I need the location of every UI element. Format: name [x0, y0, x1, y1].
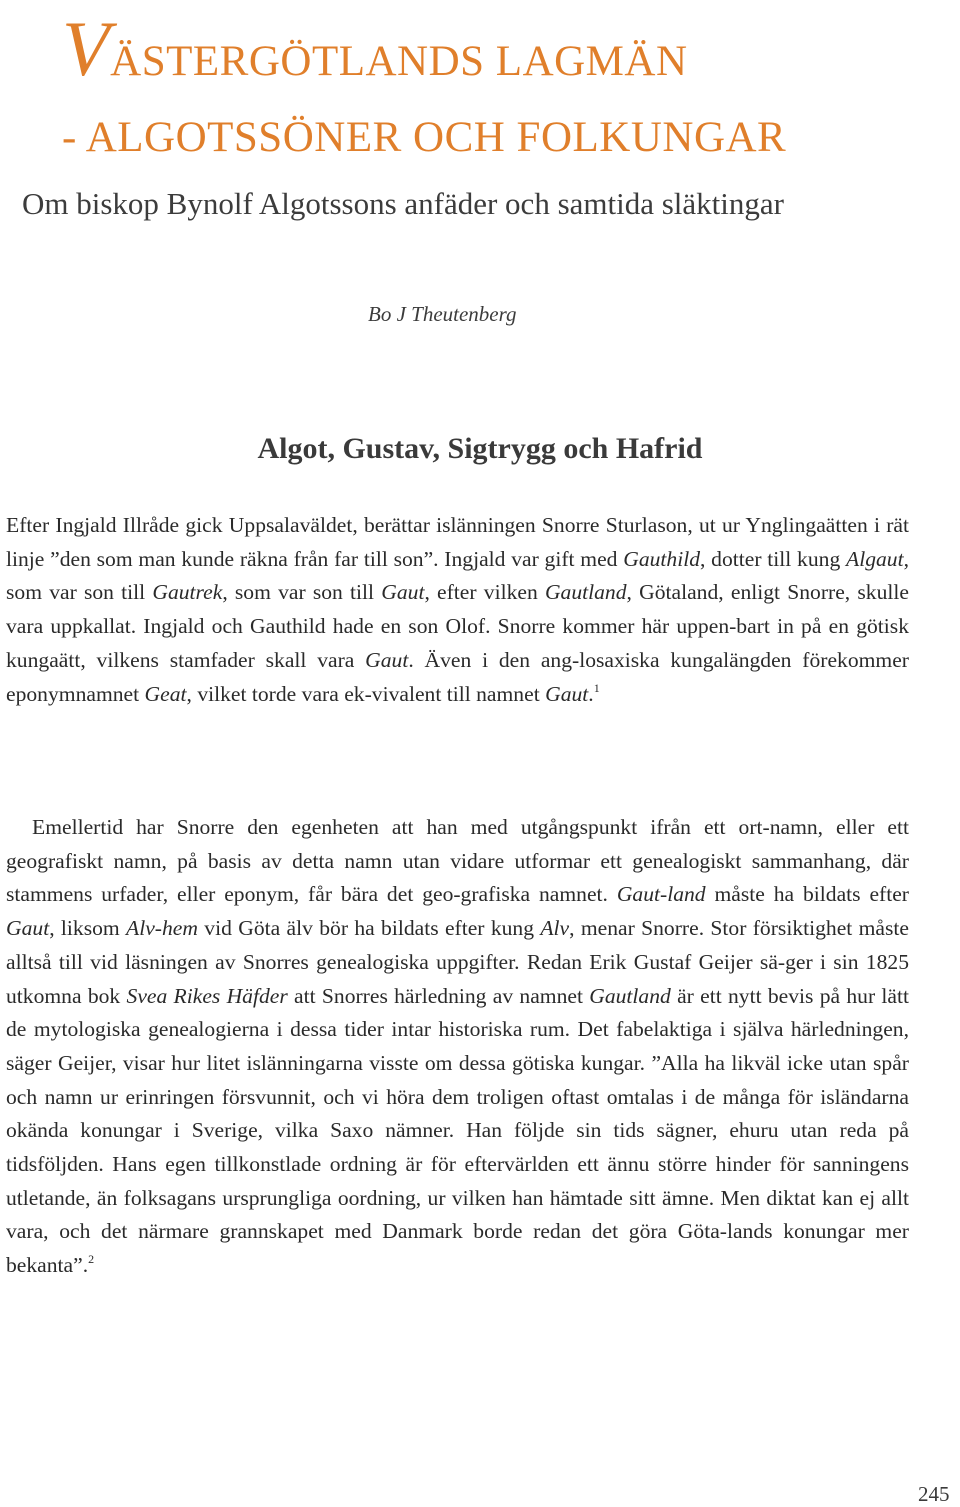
italic-name: Algaut: [846, 546, 904, 571]
italic-name: Gaut: [6, 916, 50, 941]
title-line-1: ÄSTERGÖTLANDS LAGMÄN: [110, 38, 688, 85]
footnote-marker: 2: [88, 1252, 95, 1267]
italic-name: Gaut: [545, 681, 589, 706]
page-number: 245: [918, 1482, 950, 1506]
article-title: [62, 5, 787, 173]
italic-name: Svea Rikes Häfder: [126, 983, 288, 1008]
italic-name: Gaut-land: [616, 882, 706, 907]
italic-name: Gaut: [381, 580, 425, 605]
italic-name: Geat: [144, 681, 187, 706]
title-initial: V: [62, 5, 111, 92]
body-paragraph-1: Efter Ingjald Illråde gick Uppsalaväldet, berättar islänningen Snorre Sturlason, ut ur Ynglingaätten i rät linje ”den som man kunde räkna från far till son”. Ingjald var gift med Gauthild, dotter till kung Algaut, som var son till Gautrek, som var son till Gaut, efter vilken Gautland, Götaland, enligt Snorre, skulle vara uppkallat. Ingjald och Gauthild hade en son Olof. Snorre kommer här uppen-bart in på en götisk kungaätt, vilkens stamfader skall vara Gaut. Även i den ang-losaxiska kungalängden förekommer eponymnamnet Geat, vilket torde vara ek-vivalent till namnet Gaut.$^1$: [6, 513, 909, 706]
body-paragraph-2: Emellertid har Snorre den egenheten att han med utgångspunkt ifrån ett ort-namn, eller ett geografiskt namn, på basis av detta namn utan vidare utformar ett genealogiskt sammanhang, där stammens urfader, eller eponym, får bära det geo-grafiska namnet. Gaut-land måste ha bildats efter Gaut, liksom Alv-hem vid Göta älv bör ha bildats efter kung Alv, menar Snorre. Stor försiktighet måste alltså till vid läsningen av Snorres genealogiska uppgifter. Redan Erik Gustaf Geijer sä-ger i sin 1825 utkomna bok Svea Rikes Häfder att Snorres härledning av namnet Gautland är ett nytt bevis på hur lätt de mytologiska genealogierna i dessa tider intar historiska rum. Det fabelaktiga i själva härledningen, säger Geijer, visar hur litet islänningarna visste om dessa götiska kungar. ”Alla ha likväl icke utan spår och namn ur erinringen försvunnit, och vi höra dem troligen oftast omtalas i de många för isländarna okända konungar i Sverige, vilka Saxo nämner. Han följde sin tids sägner, ehuru utan reda på tidsföljden. Hans egen tillkonstlade ordning är för eftervärlden ett ännu större hinder för sanningens utletande, än folksagans ursprungliga oordning, ur vilken han hämtade sitt ämne. Men diktat kan ej allt vara, och det närmare grannskapet med Danmark borde redan det göra Göta-lands konungar mer bekanta”.$^2$: [6, 815, 909, 1278]
footnote-marker: 1: [593, 680, 600, 695]
italic-name: Gautland: [544, 580, 627, 605]
italic-name: Gauthild: [623, 546, 701, 571]
italic-name: Gautrek: [152, 580, 223, 605]
italic-name: Alv-hem: [126, 916, 198, 941]
italic-name: Gaut: [365, 647, 409, 672]
italic-name: Alv: [540, 916, 570, 941]
section-heading: Algot, Gustav, Sigtrygg och Hafrid: [257, 432, 703, 465]
article-subtitle: Om biskop Bynolf Algotssons anfäder och samtida släktingar: [22, 186, 784, 221]
italic-name: Gautland: [589, 983, 671, 1008]
title-line-2: - ALGOTSSÖNER OCH FOLKUNGAR: [62, 114, 787, 161]
author-byline: Bo J Theutenberg: [368, 302, 517, 326]
